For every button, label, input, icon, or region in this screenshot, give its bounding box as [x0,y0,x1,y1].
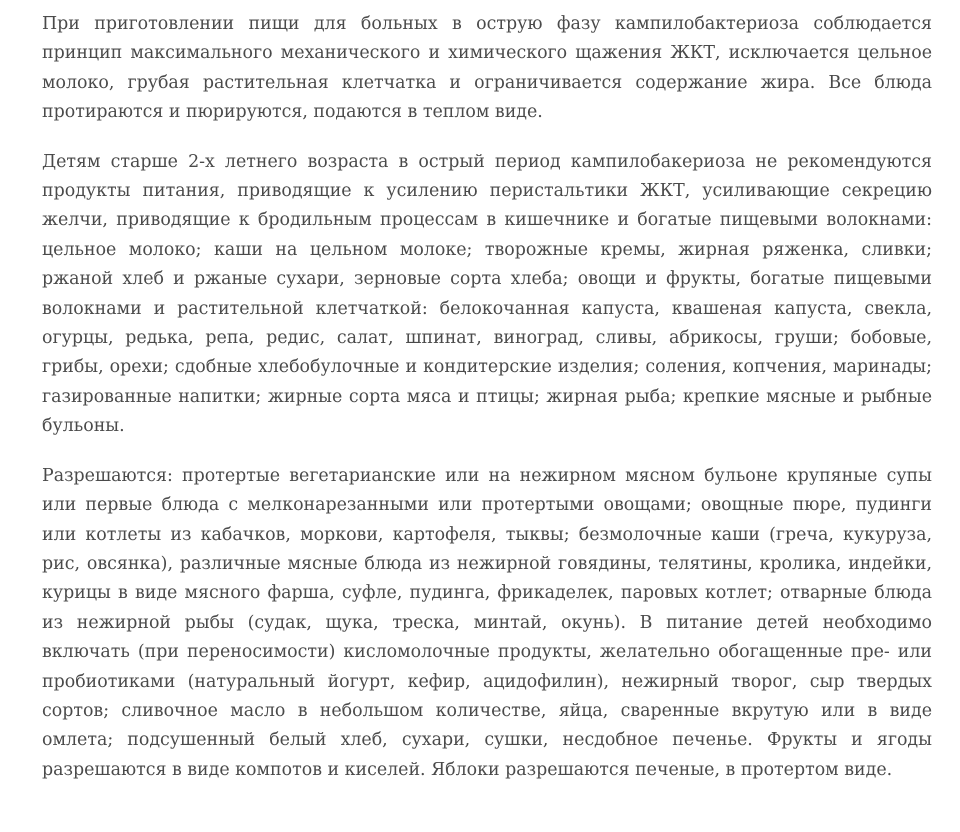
paragraph-not-recommended-foods: Детям старше 2-х летнего возраста в острый период кампилобакериоза не рекомендуются продукты питания, приводящие к усилению перистальтики ЖКТ, усиливающие секрецию желчи, приводящие к бродильным процессам в кишечнике и богатые пищевыми волокнами: цельное молоко; каши на цельном молоке; творожные кремы, жирная ряженка, сливки; ржаной хлеб и ржаные сухари, зерновые сорта хлеба; овощи и фрукты, богатые пищевыми волокнами и растительной клетчаткой: белокочанная капуста, квашеная капуста, свекла, огурцы, редька, репа, редис, салат, шпинат, виноград, сливы, абрикосы, груши; бобовые, грибы, орехи; сдобные хлебобулочные и кондитерские изделия; соления, копчения, маринады; газированные напитки; жирные сорта мяса и птицы; жирная рыба; крепкие мясные и рыбные бульоны. [42,151,932,437]
paragraph-acute-phase-diet: При приготовлении пищи для больных в острую фазу кампилобактериоза соблюдается принцип максимального механического и химического щажения ЖКТ, исключается цельное молоко, грубая растительная клетчатка и ограничивается содержание жира. Все блюда протираются и пюрируются, подаются в теплом виде. [42,14,932,123]
paragraph-allowed-foods: Разрешаются: протертые вегетарианские или на нежирном мясном бульоне крупяные супы или первые блюда с мелконарезанными или протертыми овощами; овощные пюре, пудинги или котлеты из кабачков, моркови, картофеля, тыквы; безмолочные каши (греча, кукуруза, рис, овсянка), различные мясные блюда из нежирной говядины, телятины, кролика, индейки, курицы в виде мясного фарша, суфле, пудинга, фрикаделек, паровых котлет; отварные блюда из нежирной рыбы (судак, щука, треска, минтай, окунь). В питание детей необходимо включать (при переносимости) кисломолочные продукты, желательно обогащенные пре- или пробиотиками (натуральный йогурт, кефир, ацидофилин), нежирный творог, сыр твердых сортов; сливочное масло в небольшом количестве, яйца, сваренные вкрутую или в виде омлета; подсушенный белый хлеб, сухари, сушки, несдобное печенье. Фрукты и ягоды разрешаются в виде компотов и киселей. Яблоки разрешаются печеные, в протертом виде. [42,465,932,780]
article-body [42,10,932,785]
